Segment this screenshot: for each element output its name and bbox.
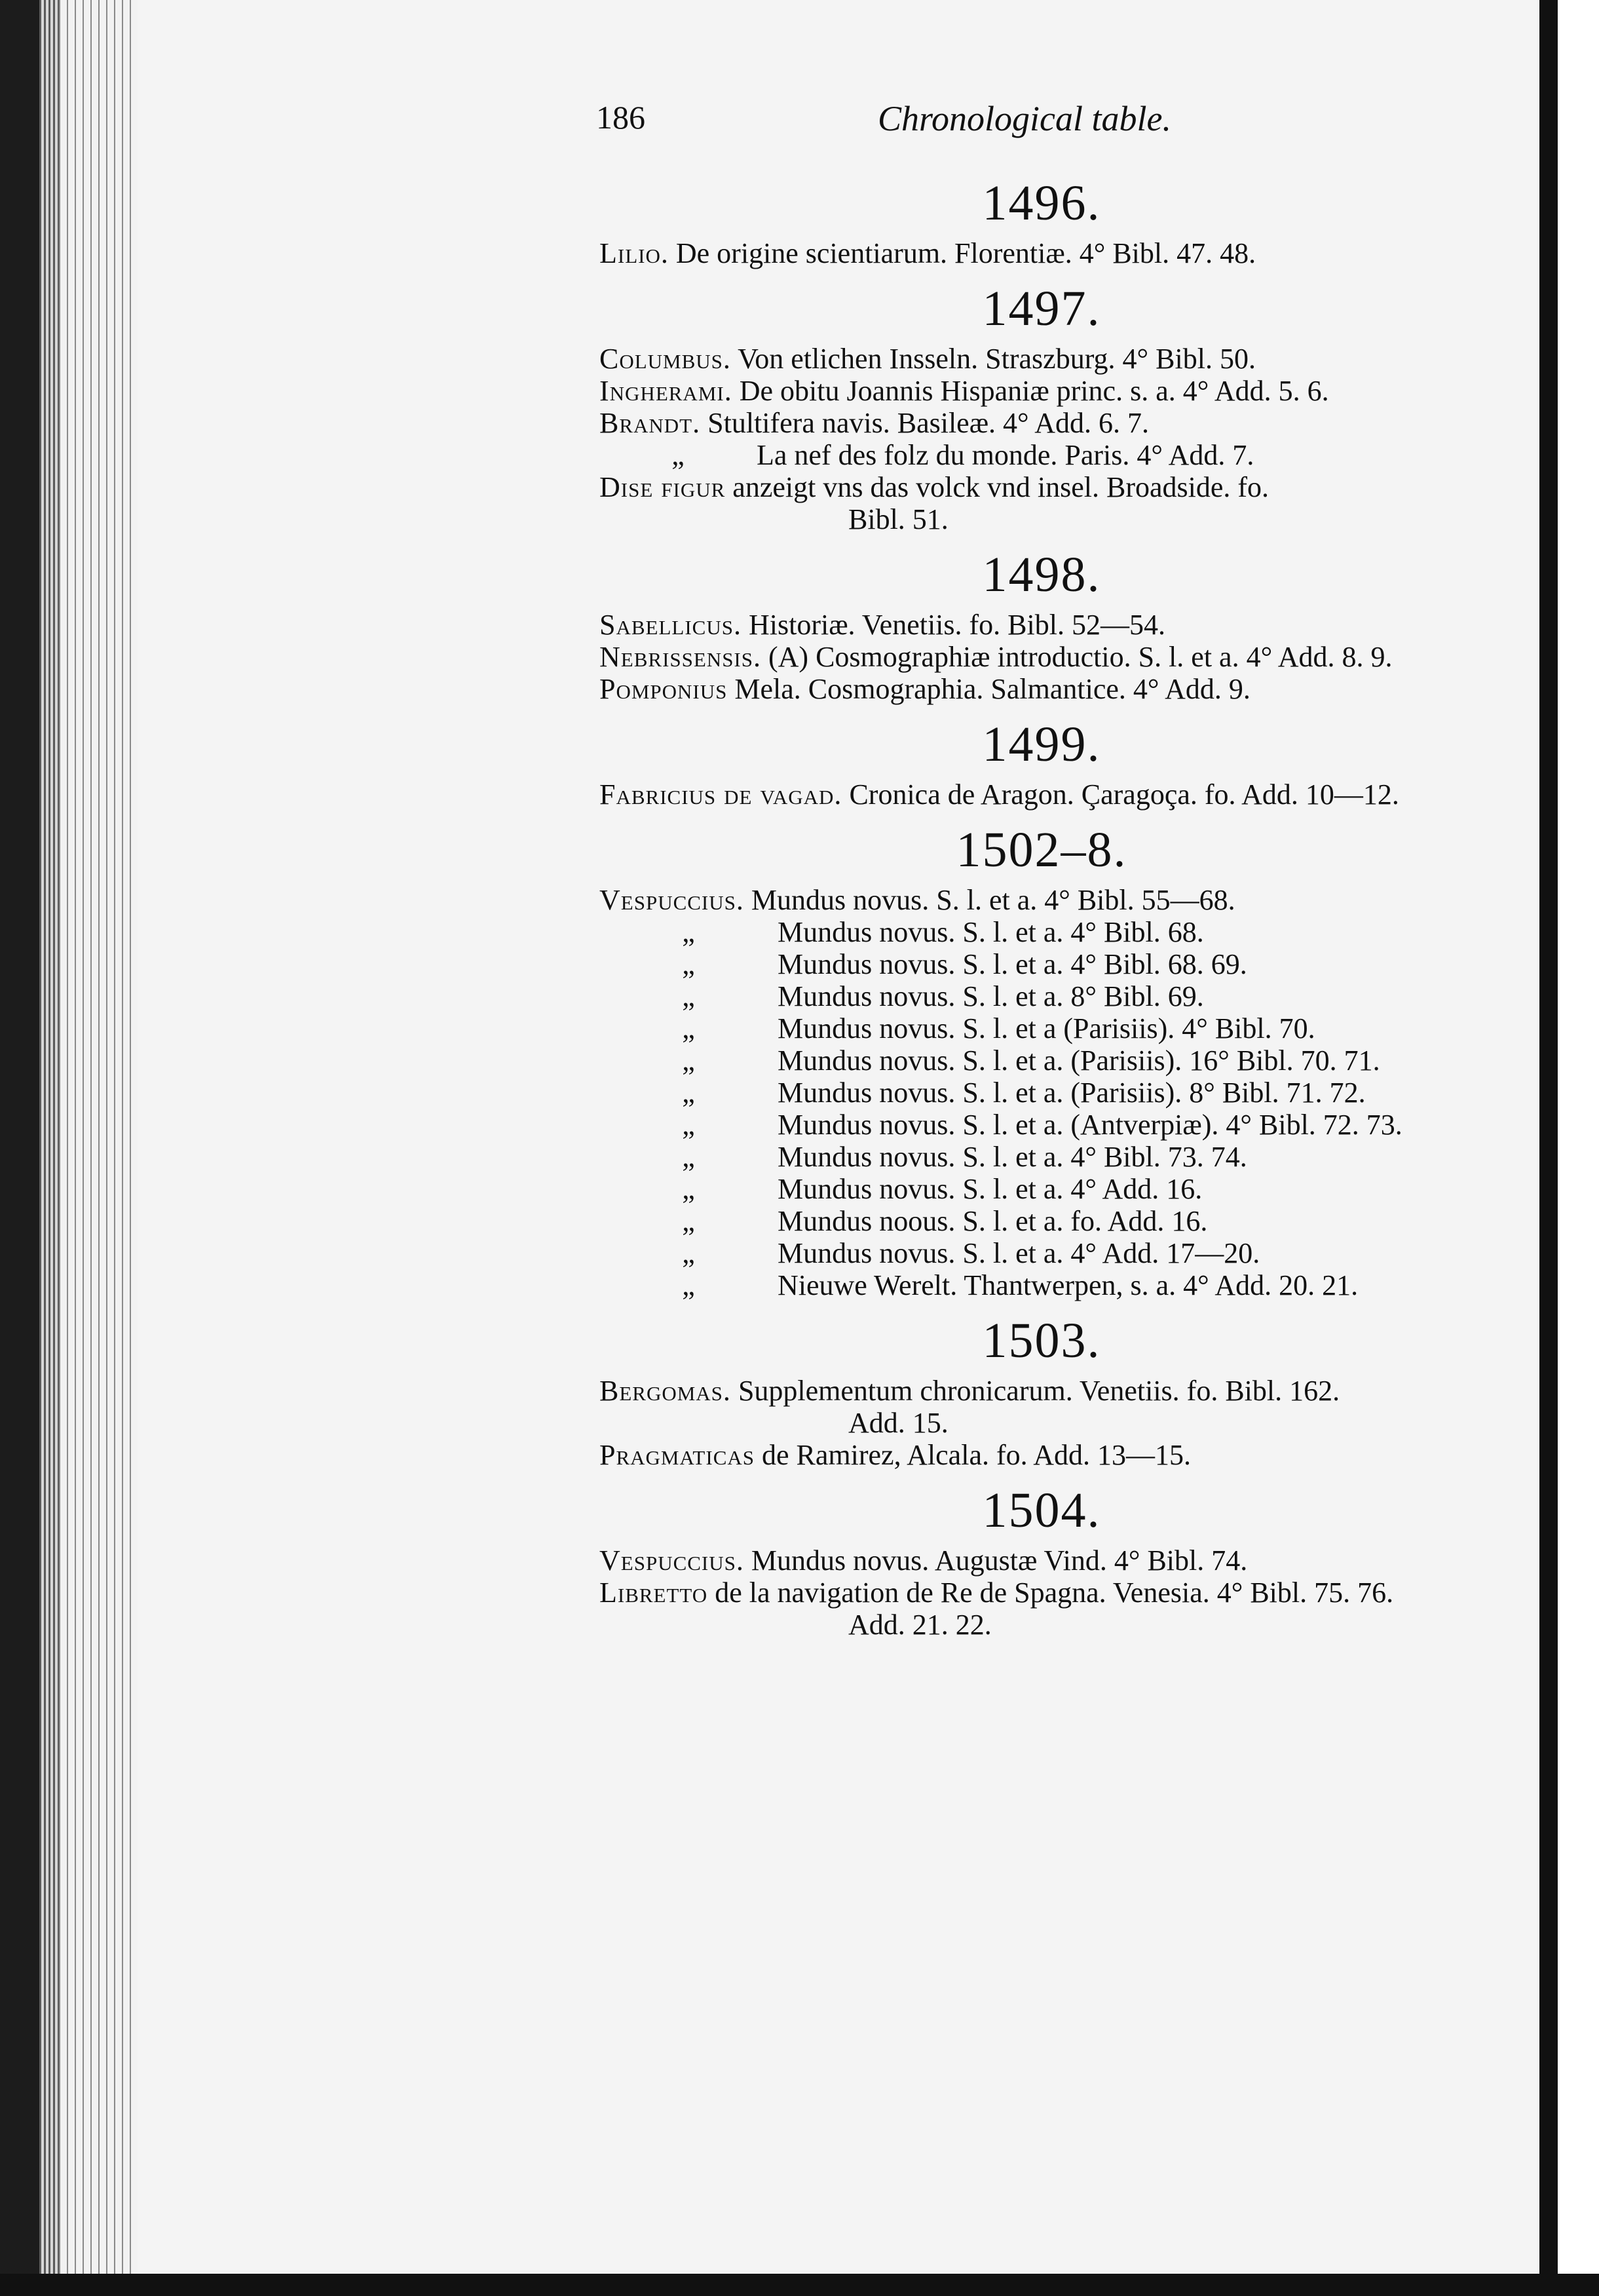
bibliography-entry (599, 1141, 1484, 1173)
year-heading: 1497. (982, 281, 1101, 336)
entry-author: Brandt. (599, 407, 701, 439)
bibliography-entry (599, 1012, 1484, 1044)
bibliography-entry (599, 407, 1484, 439)
right-margin (1539, 0, 1599, 2296)
entry-text: La nef des folz du monde. Paris. 4° Add. 7. (757, 439, 1254, 471)
entry-text: De origine scientiarum. Florentiæ. 4° Bibl. 47. 48. (668, 237, 1256, 269)
bibliography-entry (599, 641, 1484, 673)
ditto-mark: „ (682, 1269, 695, 1301)
right-edge-shadow (1539, 0, 1558, 2296)
year-section (599, 1485, 1484, 1641)
entry-text: Mundus novus. S. l. et a. 4° Bibl. 73. 74. (778, 1141, 1247, 1173)
entry-author: Dise figur (599, 471, 726, 503)
bibliography-entry (599, 1269, 1484, 1301)
entry-text: Mundus novus. S. l. et a. (Parisiis). 16° Bibl. 70. 71. (778, 1044, 1380, 1077)
bibliography-entry (599, 1205, 1484, 1237)
spine-shadow (0, 0, 39, 2296)
bibliography-entry (599, 609, 1484, 641)
ditto-mark: „ (682, 1044, 695, 1077)
year-section (599, 547, 1484, 705)
page-number: 186 (596, 99, 645, 136)
year-heading: 1503. (982, 1313, 1101, 1368)
entry-author: Pragmaticas (599, 1439, 755, 1471)
ditto-mark: „ (682, 948, 695, 980)
year-heading: 1496. (982, 176, 1101, 231)
bibliography-entry (599, 1109, 1484, 1141)
entry-author: Vespuccius. (599, 1544, 744, 1577)
entry-text: Supplementum chronicarum. Venetiis. fo. Bibl. 162. (730, 1375, 1340, 1407)
ditto-mark: „ (682, 1141, 695, 1173)
entry-text: Mundus novus. S. l. et a. 4° Bibl. 55—68. (743, 884, 1235, 916)
year-section (599, 822, 1484, 1301)
entry-text: Von etlichen Insseln. Straszburg. 4° Bibl. 50. (730, 343, 1256, 375)
ditto-mark: „ (682, 916, 695, 948)
entry-text: de la navigation de Re de Spagna. Venesia. 4° Bibl. 75. 76. (707, 1577, 1394, 1609)
bibliography-entry (599, 1173, 1484, 1205)
bibliography-entry (599, 343, 1484, 375)
bibliography-entry (599, 1237, 1484, 1269)
ditto-mark: „ (682, 1173, 695, 1205)
year-heading: 1504. (982, 1483, 1101, 1538)
entry-text: Mundus novus. S. l. et a. 4° Add. 17—20. (778, 1237, 1260, 1269)
bibliography-entry (599, 1439, 1484, 1471)
entry-text: Mundus noous. S. l. et a. fo. Add. 16. (778, 1205, 1208, 1237)
entry-text: Cronica de Aragon. Çaragoça. fo. Add. 10—12. (842, 778, 1399, 811)
year-section (599, 178, 1484, 269)
entry-text: (A) Cosmographiæ introductio. S. l. et a. 4° Add. 8. 9. (761, 641, 1393, 673)
entry-author: Fabricius de vagad. (599, 778, 842, 811)
bibliography-entry (599, 1544, 1484, 1577)
ditto-mark: „ (682, 980, 695, 1012)
entry-text: Mundus novus. S. l. et a. (Parisiis). 8° Bibl. 71. 72. (778, 1077, 1366, 1109)
ditto-mark: „ (671, 439, 685, 471)
entry-continuation: Bibl. 51. (848, 503, 949, 535)
entry-author: Lilio. (599, 237, 669, 269)
year-heading: 1498. (982, 547, 1101, 602)
bibliography-entry (599, 439, 1484, 471)
entry-author: Libretto (599, 1577, 708, 1609)
bibliography-entry (599, 916, 1484, 948)
bibliography-entry (599, 375, 1484, 407)
entry-author: Pomponius (599, 673, 728, 705)
entry-continuation: Add. 21. 22. (848, 1609, 992, 1641)
entry-author: Columbus. (599, 343, 731, 375)
entry-text: de Ramirez, Alcala. fo. Add. 13—15. (755, 1439, 1191, 1471)
bibliography-entry (599, 1577, 1484, 1609)
bibliography-entry (599, 1044, 1484, 1077)
bibliography-entry (599, 778, 1484, 811)
bibliography-entry (599, 1077, 1484, 1109)
running-title: Chronological table. (878, 99, 1171, 138)
entry-author: Nebrissensis. (599, 641, 761, 673)
page-edges-dark (39, 0, 59, 2296)
bibliography-entry (599, 471, 1484, 503)
book-spine-edge (0, 0, 66, 2296)
bibliography-entry (599, 980, 1484, 1012)
entry-text: Mundus novus. S. l. et a. 4° Bibl. 68. 69. (778, 948, 1247, 980)
entry-author: Sabellicus. (599, 609, 742, 641)
ditto-mark: „ (682, 1012, 695, 1044)
ditto-mark: „ (682, 1205, 695, 1237)
entry-author: Ingherami. (599, 375, 732, 407)
page-edges-light (59, 0, 138, 2296)
entry-text: Historiæ. Venetiis. fo. Bibl. 52—54. (741, 609, 1165, 641)
year-heading: 1499. (982, 717, 1101, 772)
bibliography-entry (599, 673, 1484, 705)
entry-author: Bergomas. (599, 1375, 731, 1407)
entry-text: Mundus novus. S. l. et a. 8° Bibl. 69. (778, 980, 1204, 1012)
entry-continuation: Add. 15. (848, 1407, 949, 1439)
bibliography-entry (599, 948, 1484, 980)
ditto-mark: „ (682, 1077, 695, 1109)
entry-text: Nieuwe Werelt. Thantwerpen, s. a. 4° Add. 20. 21. (778, 1269, 1359, 1301)
entry-text: Mundus novus. S. l. et a. 4° Bibl. 68. (778, 916, 1204, 948)
chronological-table (599, 164, 1484, 1641)
entry-text: De obitu Joannis Hispaniæ princ. s. a. 4° Add. 5. 6. (732, 375, 1329, 407)
entry-text: Stultifera navis. Basileæ. 4° Add. 6. 7. (700, 407, 1150, 439)
entry-text: anzeigt vns das volck vnd insel. Broadside. fo. (725, 471, 1270, 503)
year-heading: 1502–8. (956, 822, 1127, 877)
entry-text: Mundus novus. S. l. et a. (Antverpiæ). 4° Bibl. 72. 73. (778, 1109, 1402, 1141)
entry-text: Mela. Cosmographia. Salmantice. 4° Add. 9. (727, 673, 1251, 705)
bibliography-entry (599, 237, 1484, 269)
entry-text: Mundus novus. S. l. et a. 4° Add. 16. (778, 1173, 1203, 1205)
entry-author: Vespuccius. (599, 884, 744, 916)
entry-text: Mundus novus. S. l. et a (Parisiis). 4° Bibl. 70. (778, 1012, 1315, 1044)
ditto-mark: „ (682, 1237, 695, 1269)
year-section (599, 1313, 1484, 1471)
year-section (599, 281, 1484, 535)
ditto-mark: „ (682, 1109, 695, 1141)
bibliography-entry (599, 1375, 1484, 1407)
bottom-edge-shadow (0, 2274, 1599, 2296)
year-section (599, 719, 1484, 811)
entry-text: Mundus novus. Augustæ Vind. 4° Bibl. 74. (743, 1544, 1248, 1577)
running-head (596, 98, 1251, 151)
bibliography-entry (599, 884, 1484, 916)
